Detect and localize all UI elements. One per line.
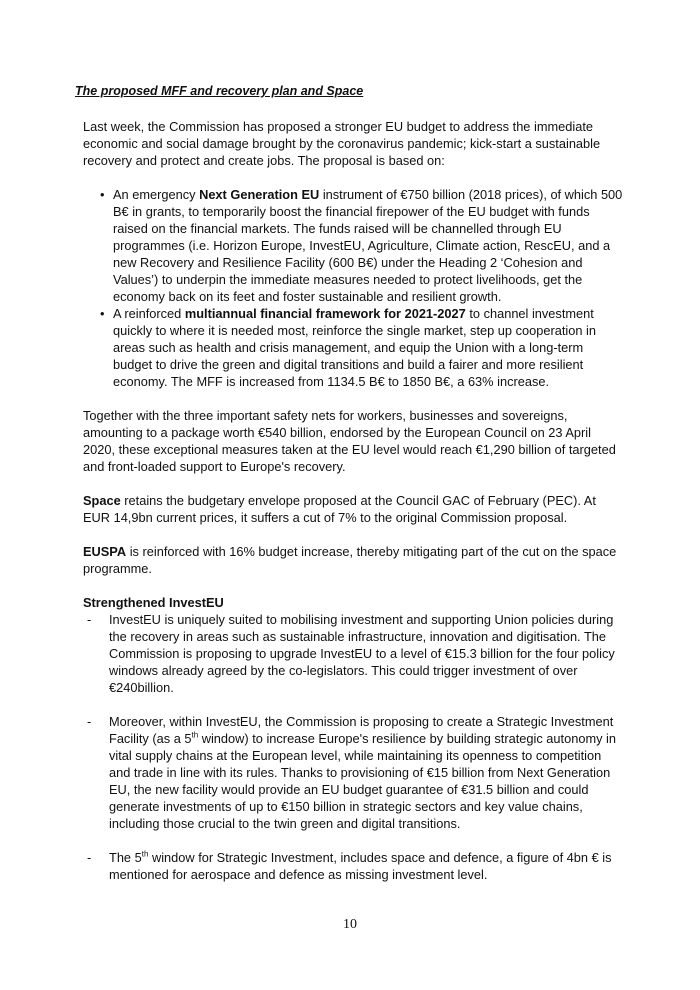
page-number: 10: [343, 917, 357, 932]
bullet-bold-term: multiannual financial framework for 2021-2027: [184, 306, 466, 321]
spacer: [83, 577, 623, 594]
dash-text: InvestEU is uniquely suited to mobilising investment and supporting Union policies during the recovery in areas such as sustainable infrastructure, innovation and digitisation. The Commission is proposing to upgrade InvestEU to a level of €15.3 billion for the four policy windows already agreed by the co-legislators. This could trigger investment of over €240billion.: [109, 612, 615, 695]
superscript: th: [191, 730, 199, 740]
spacer: [83, 526, 623, 543]
dash-item-investeu-upgrade: [83, 611, 623, 696]
spacer: [83, 696, 623, 713]
intro-paragraph: Last week, the Commission has proposed a stronger EU budget to address the immediate economic and social damage brought by the coronavirus pandemic; kick-start a sustainable recovery and protect and create jobs. The proposal is based on:: [83, 119, 601, 168]
investeu-heading-text: Strengthened InvestEU: [83, 595, 224, 610]
bullet-text-post: instrument of €750 billion (2018 prices), of which 500 B€ in grants, to temporarily boost the financial firepower of the EU budget with funds raised on the financial markets. The funds raised will be channelled through EU programmes (i.e. Horizon Europe, InvestEU, Agriculture, Climate action, RescEU, and a new Recovery and Resilience Facility (600 B€) under the Heading 2 ‘Cohesion and Values’) to underpin the immediate measures needed to protect livelihoods, get the economy back on its feet and foster sustainable and resilient growth.: [113, 187, 623, 304]
dash-text-pre: The 5: [109, 850, 142, 865]
dash-text-post: window for Strategic Investment, includes space and defence, a figure of 4bn € is mentioned for aerospace and defence as missing investment level.: [109, 850, 612, 882]
proposal-bullet-list: [83, 186, 623, 390]
superscript: th: [141, 849, 149, 859]
together-paragraph: Together with the three important safety nets for workers, businesses and sovereigns, amounting to a package worth €540 billion, endorsed by the European Council on 23 April 2020, these exceptional measures taken at the EU level would reach €1,290 billion of targeted and front-loaded support to Europe's recovery.: [83, 408, 616, 474]
bullet-bold-term: Next Generation EU: [199, 187, 320, 202]
dash-marker: -: [87, 612, 92, 627]
euspa-text: is reinforced with 16% budget increase, thereby mitigating part of the cut on the space programme.: [83, 544, 617, 576]
bullet-next-generation-eu: [83, 186, 623, 305]
bullet-text-pre: An emergency: [113, 187, 200, 202]
dash-marker: -: [87, 850, 92, 865]
bullet-text-pre: A reinforced: [113, 306, 185, 321]
euspa-bold-term: EUSPA: [83, 544, 127, 559]
euspa-paragraph: [83, 543, 623, 577]
document-body: [83, 118, 623, 883]
space-bold-term: Space: [83, 493, 121, 508]
spacer: [83, 475, 623, 492]
space-paragraph: [83, 492, 623, 526]
investeu-heading: [83, 594, 623, 611]
section-heading: The proposed MFF and recovery plan and Space: [75, 84, 364, 98]
bullet-mff: [83, 305, 623, 390]
dash-item-strategic-facility: [83, 713, 623, 832]
bullet-text-post: to channel investment quickly to where it is needed most, reinforce the single market, step up cooperation in areas such as health and crisis management, and equip the Union with a long-term budget to drive the green and digital transitions and build a fairer and more resilient economy. The MFF is increased from 1134.5 B€ to 1850 B€, a 63% increase.: [113, 306, 596, 389]
spacer: [83, 832, 623, 849]
spacer: [83, 390, 623, 407]
space-text: retains the budgetary envelope proposed at the Council GAC of February (PEC). At EUR 14,9bn current prices, it suffers a cut of 7% to the original Commission proposal.: [83, 493, 596, 525]
dash-text-post: window) to increase Europe's resilience by building strategic autonomy in vital supply chains at the European level, while maintaining its openness to competition and trade in line with its rules. Thanks to provisioning of €15 billion from Next Generation EU, the new facility would provide an EU budget guarantee of €31.5 billion and could generate investments of up to €150 billion in strategic sectors and key value chains, including those crucial to the twin green and digital transitions.: [109, 731, 617, 831]
dash-text-pre: Moreover, within InvestEU, the Commission is proposing to create a Strategic Investment Facility (as a 5: [109, 714, 614, 746]
dash-marker: -: [87, 714, 92, 729]
spacer: [83, 169, 623, 186]
dash-item-fifth-window: [83, 849, 623, 883]
